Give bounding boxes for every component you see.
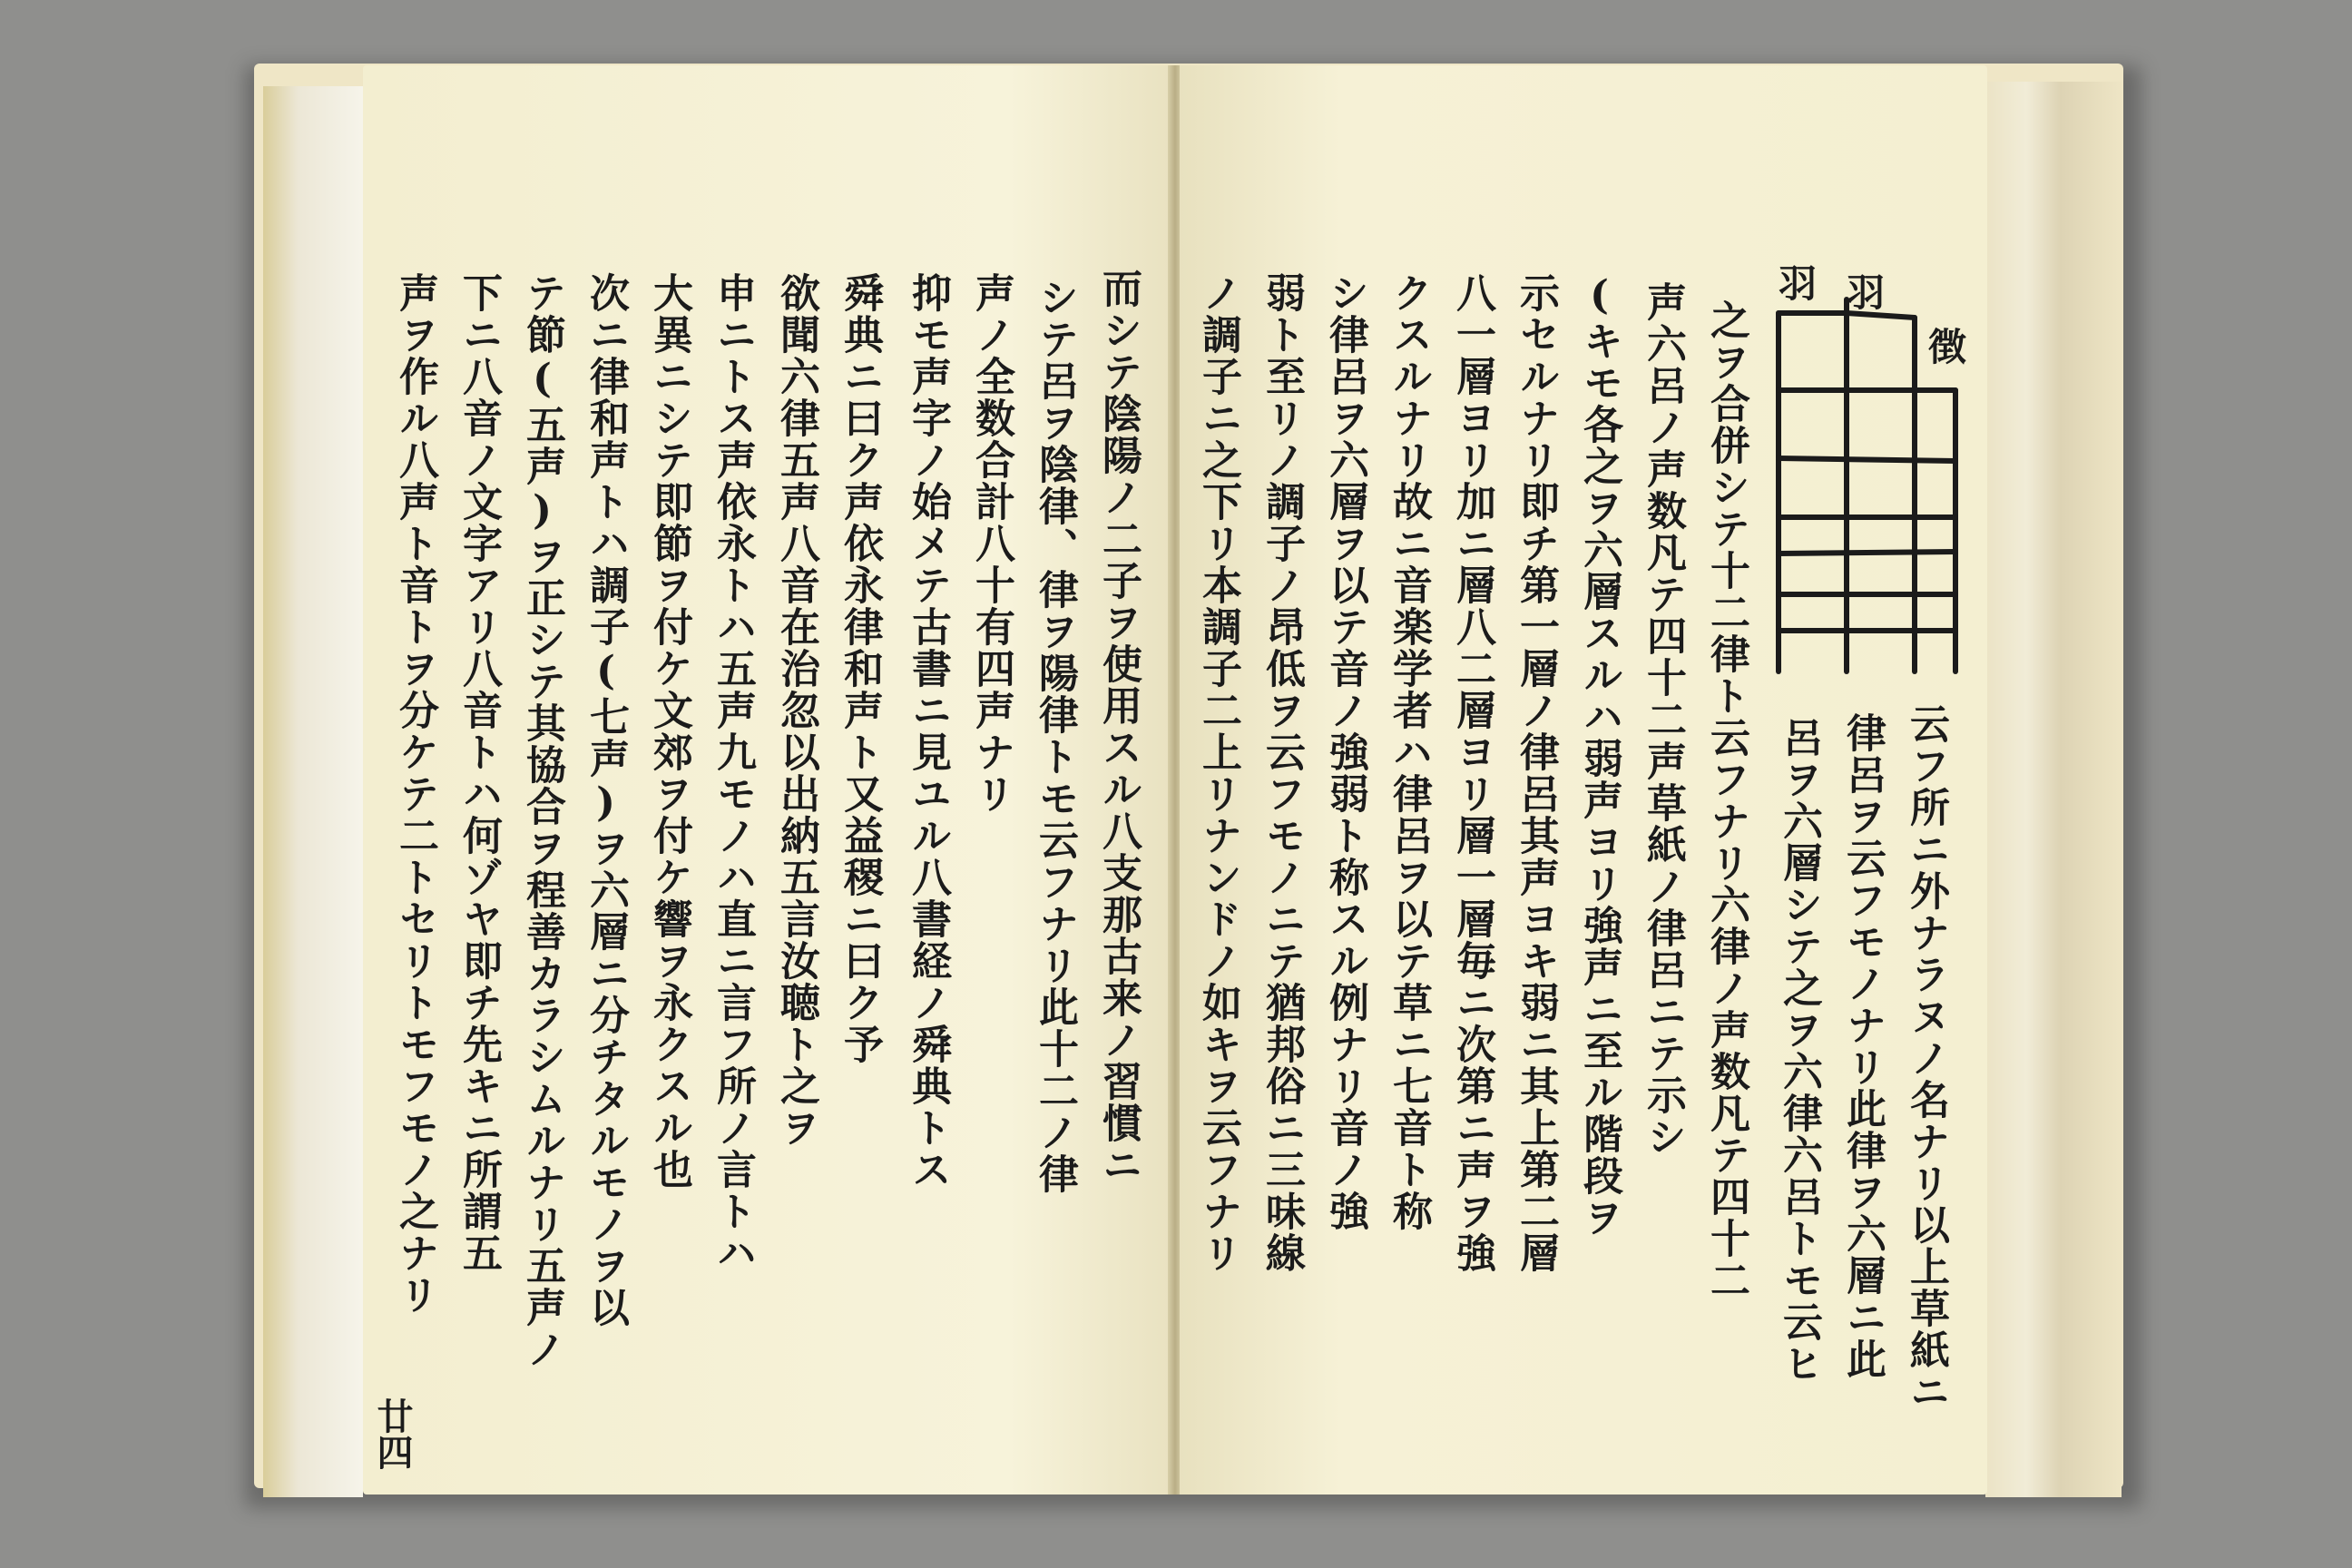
right-lower-column-2: 律呂ヲ云フモノナリ此律ヲ六層ニ此 — [1839, 712, 1886, 1380]
left-column-11: 下ニ八音ノ文字アリ八音トハ何ゾヤ即チ先キニ所謂五 — [456, 272, 502, 1274]
scale-grid-diagram — [1774, 227, 1983, 684]
left-column-5: 舜典ニ曰ク声依永律和声ト又益稷ニ曰ク予 — [837, 272, 883, 1065]
right-lower-column-3: 呂ヲ六層シテ之ヲ六律六呂トモ云ヒ — [1776, 717, 1822, 1385]
left-column-10: テ節(五声)ヲ正シテ其協合ヲ程善カラシムルナリ五声ノ — [519, 272, 565, 1370]
right-column-6: クスルナリ故ニ音楽学者ハ律呂ヲ以テ草ニ七音ト称 — [1386, 272, 1432, 1232]
right-column-5: 八一層ヨリ加ニ層八二層ヨリ層一層毎ニ次第ニ声ヲ強 — [1449, 272, 1495, 1274]
left-column-8: 大異ニシテ即節ヲ付ケ文郊ヲ付ケ響ヲ永クスル也 — [646, 272, 692, 1191]
right-column-7: シ律呂ヲ六層ヲ以テ音ノ強弱ト称スル例ナリ音ノ強 — [1322, 272, 1368, 1232]
folio-number: 廿四 — [371, 1397, 414, 1470]
right-column-2: 声六呂ノ声数凡テ四十二声草紙ノ律呂ニテ示シ — [1640, 281, 1686, 1158]
left-column-2: シテ呂ヲ陰律、律ヲ陽律トモ云フナリ此十二ノ律 — [1032, 277, 1078, 1195]
diagram-label-3: 徴 — [1928, 325, 1967, 369]
left-column-7: 申ニトス声依永トハ五声九モノハ直ニ言フ所ノ言トハ — [710, 272, 756, 1274]
left-column-9: 次ニ律和声トハ調子(七声)ヲ六層ニ分チタルモノヲ以 — [583, 272, 629, 1328]
diagram-label-2: 羽 — [1847, 270, 1886, 315]
left-column-6: 欲聞六律五声八音在治忽以出納五言汝聴ト之ヲ — [773, 272, 819, 1149]
right-column-8: 弱ト至リノ調子ノ昂低ヲ云フモノニテ猶邦俗ニ三味線 — [1259, 272, 1305, 1274]
left-column-4: 抑モ声字ノ始メテ古書ニ見ユル八書経ノ舜典トス — [905, 272, 951, 1191]
right-column-4: 示セルナリ即チ第一層ノ律呂其声ヨキ弱ニ其上第二層 — [1513, 272, 1559, 1274]
right-page-stack — [1985, 82, 2122, 1497]
left-column-12: 声ヲ作ル八声ト音トヲ分ケテ二トセリトモフモノ之ナリ — [392, 272, 438, 1316]
left-page-stack — [263, 86, 363, 1497]
diagram-label-1: 羽 — [1779, 261, 1818, 306]
right-column-1: 之ヲ合併シテ十二律ト云フナリ六律ノ声数凡テ四十二 — [1703, 299, 1749, 1301]
right-column-3: (キモ各之ヲ六層スルハ弱声ヨリ強声ニ至ル階段ヲ — [1576, 272, 1622, 1239]
left-column-3: 声ノ全数合計八十有四声ナリ — [968, 272, 1014, 815]
right-column-9: ノ調子ニ之下リ本調子二上リナンドノ如キヲ云フナリ — [1195, 272, 1241, 1274]
right-lower-column-1: 云フ所ニ外ナラヌノ名ナリ以上草紙ニ — [1903, 703, 1949, 1413]
left-column-1: 而シテ陰陽ノ二子ヲ使用スル八支那古来ノ習慣ニ — [1095, 268, 1142, 1186]
